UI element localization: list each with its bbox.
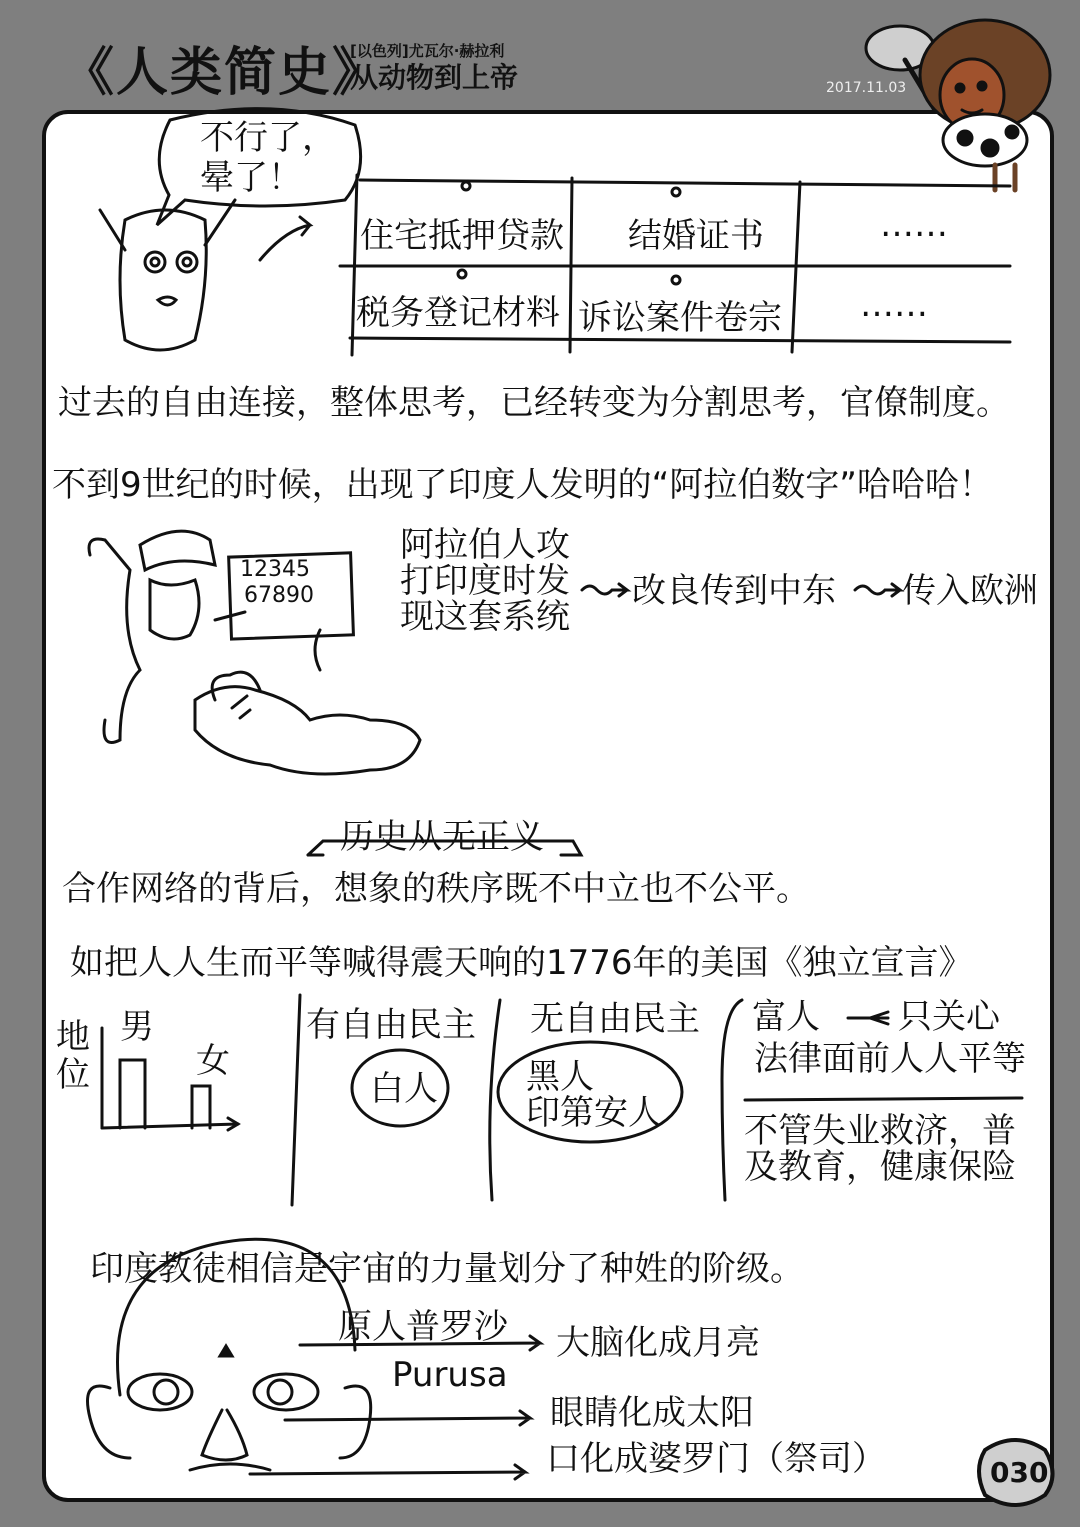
arab-line-3: 现这套系统 xyxy=(400,597,570,637)
table-cell: 住宅抵押贷款 xyxy=(360,216,564,256)
brain-moon-label: 大脑化成月亮 xyxy=(556,1323,760,1363)
equality-law-label: 法律面前人人平等 xyxy=(754,1039,1026,1079)
board-digits-row-2: 67890 xyxy=(244,583,314,608)
author-name: [以色列]尤瓦尔·赫拉利 xyxy=(350,42,505,60)
status-label-1: 地 xyxy=(56,1017,90,1057)
bureaucracy-text: 过去的自由连接，整体思考，已经转变为分割思考，官僚制度。 xyxy=(58,383,1010,423)
table-cell: 结婚证书 xyxy=(628,216,764,256)
date-stamp: 2017.11.03 xyxy=(826,80,907,96)
table-cell: …… xyxy=(860,285,928,325)
no-freedom-label: 无自由民主 xyxy=(530,999,700,1039)
female-label: 女 xyxy=(196,1041,230,1081)
eyes-sun-label: 眼睛化成太阳 xyxy=(550,1393,754,1433)
cooperation-text: 合作网络的背后，想象的秩序既不中立也不公平。 xyxy=(62,869,810,909)
bubble-line-1: 不行了， xyxy=(200,118,336,158)
bubble-line-2: 晕了！ xyxy=(200,158,302,198)
table-cell: 诉讼案件卷宗 xyxy=(578,298,782,338)
board-digits-row-1: 12345 xyxy=(240,557,310,582)
purusa-cn-label: 原人普罗沙 xyxy=(338,1307,508,1347)
middle-east-text: 改良传到中东 xyxy=(632,571,836,611)
black-label: 黑人 xyxy=(526,1057,594,1097)
no-care-line-1: 不管失业救济，普 xyxy=(744,1111,1016,1151)
dizzy-face-icon xyxy=(100,200,310,350)
arab-line-1: 阿拉伯人攻 xyxy=(400,525,570,565)
book-title: 《人类简史》 xyxy=(62,43,387,103)
hindu-text: 印度教徒相信是宇宙的力量划分了种姓的阶级。 xyxy=(90,1249,804,1289)
declaration-text: 如把人人生而平等喊得震天响的1776年的美国《独立宣言》 xyxy=(70,943,973,983)
status-label-2: 位 xyxy=(56,1055,90,1095)
only-care-label: 只关心 xyxy=(898,997,1000,1037)
numerals-text: 不到9世纪的时候，出现了印度人发明的“阿拉伯数字”哈哈哈！ xyxy=(52,465,993,505)
table-cell: …… xyxy=(880,205,948,245)
europe-text: 传入欧洲 xyxy=(902,571,1038,611)
caveman-icon xyxy=(866,20,1050,190)
male-label: 男 xyxy=(120,1007,154,1047)
indian-label: 印第安人 xyxy=(526,1093,662,1133)
book-subtitle: 从动物到上帝 xyxy=(350,61,519,94)
mouth-brahmin-label: 口化成婆罗门（祭司） xyxy=(546,1439,886,1479)
purusa-en-label: Purusa xyxy=(392,1355,508,1395)
arab-line-2: 打印度时发 xyxy=(400,561,570,601)
white-label: 白人 xyxy=(370,1069,438,1109)
rich-label: 富人 xyxy=(752,997,820,1037)
no-care-line-2: 及教育，健康保险 xyxy=(744,1147,1016,1187)
table-cell: 税务登记材料 xyxy=(356,293,560,333)
justice-label: 历史从无正义 xyxy=(340,817,544,857)
page-number: 030 xyxy=(990,1456,1049,1489)
has-freedom-label: 有自由民主 xyxy=(306,1005,476,1045)
